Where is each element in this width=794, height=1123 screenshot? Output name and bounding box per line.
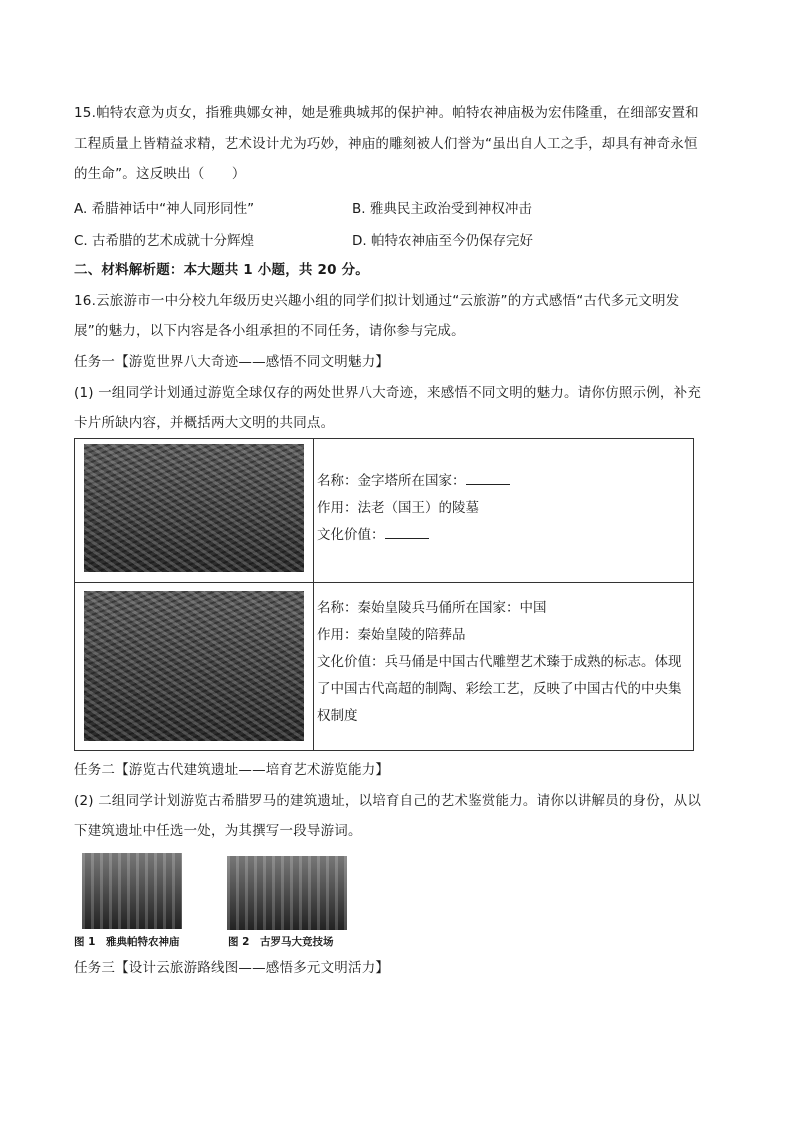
card-row-pyramid	[75, 439, 694, 583]
card2-use: 作用：秦始皇陵的陪葬品	[317, 627, 466, 643]
card-image-cell	[75, 583, 314, 751]
card2-value-line1: 文化价值：兵马俑是中国古代雕塑艺术臻于成熟的标志。体现	[317, 654, 682, 670]
figure1-caption: 图 1 雅典帕特农神庙	[74, 936, 180, 948]
q16-part2-line1: (2) 二组同学计划游览古希腊罗马的建筑遗址，以培育自己的艺术鉴赏能力。请你以讲解员的身份，从以	[74, 793, 702, 809]
task1-heading: 任务一【游览世界八大奇迹——感悟不同文明魅力】	[74, 354, 390, 370]
q15-stem-line3: 的生命”。这反映出（ ）	[74, 166, 246, 182]
card-text-cell	[314, 439, 694, 583]
answer-blank[interactable]	[385, 526, 429, 539]
q16-part1-line2: 卡片所缺内容，并概括两大文明的共同点。	[74, 415, 335, 431]
task2-heading: 任务二【游览古代建筑遗址——培育艺术游览能力】	[74, 762, 390, 778]
q15-stem-line1: 15.帕特农意为贞女，指雅典娜女神，她是雅典城邦的保护神。帕特农神庙极为宏伟隆重，在细部安置和	[74, 105, 699, 121]
figure2-caption: 图 2 古罗马大竞技场	[228, 936, 334, 948]
card1-use: 作用：法老（国王）的陵墓	[317, 500, 479, 516]
q15-option-d: D. 帕特农神庙至今仍保存完好	[352, 233, 533, 249]
card2-value-line2: 了中国古代高超的制陶、彩绘工艺，反映了中国古代的中央集	[317, 681, 682, 697]
card-row-terracotta	[75, 583, 694, 751]
wonders-card-table	[74, 438, 694, 751]
pyramid-photo	[84, 444, 304, 572]
task3-heading: 任务三【设计云旅游路线图——感悟多元文明活力】	[74, 960, 390, 976]
q16-stem-line2: 展”的魅力，以下内容是各小组承担的不同任务，请你参与完成。	[74, 323, 465, 339]
section-heading: 二、材料解析题：本大题共 1 小题，共 20 分。	[74, 262, 369, 278]
card1-value: 文化价值：	[317, 527, 385, 543]
card1-value-row	[317, 522, 689, 549]
card-text-cell	[314, 583, 694, 751]
card2-value-line3: 权制度	[317, 708, 358, 724]
card1-name-row	[317, 468, 689, 495]
q15-option-a: A. 希腊神话中“神人同形同性”	[74, 201, 255, 217]
q16-part1-line1: (1) 一组同学计划通过游览全球仅存的两处世界八大奇迹，来感悟不同文明的魅力。请你仿照示例，补充	[74, 385, 702, 401]
q16-stem-line1: 16.云旅游市一中分校九年级历史兴趣小组的同学们拟计划通过“云旅游”的方式感悟“古代多元文明发	[74, 293, 680, 309]
terracotta-army-photo	[84, 591, 304, 741]
q15-option-b: B. 雅典民主政治受到神权冲击	[352, 201, 532, 217]
parthenon-photo	[82, 853, 182, 929]
card-image-cell	[75, 439, 314, 583]
q15-option-c: C. 古希腊的艺术成就十分辉煌	[74, 233, 255, 249]
colosseum-photo	[227, 856, 347, 930]
card2-name: 名称：秦始皇陵兵马俑所在国家：中国	[317, 600, 547, 616]
q15-stem-line2: 工程质量上皆精益求精，艺术设计尤为巧妙，神庙的雕刻被人们誉为“虽出自人工之手，却具有神奇永恒	[74, 136, 698, 152]
answer-blank[interactable]	[466, 472, 510, 485]
card1-name: 名称：金字塔所在国家：	[317, 473, 466, 489]
q16-part2-line2: 下建筑遗址中任选一处，为其撰写一段导游词。	[74, 823, 362, 839]
